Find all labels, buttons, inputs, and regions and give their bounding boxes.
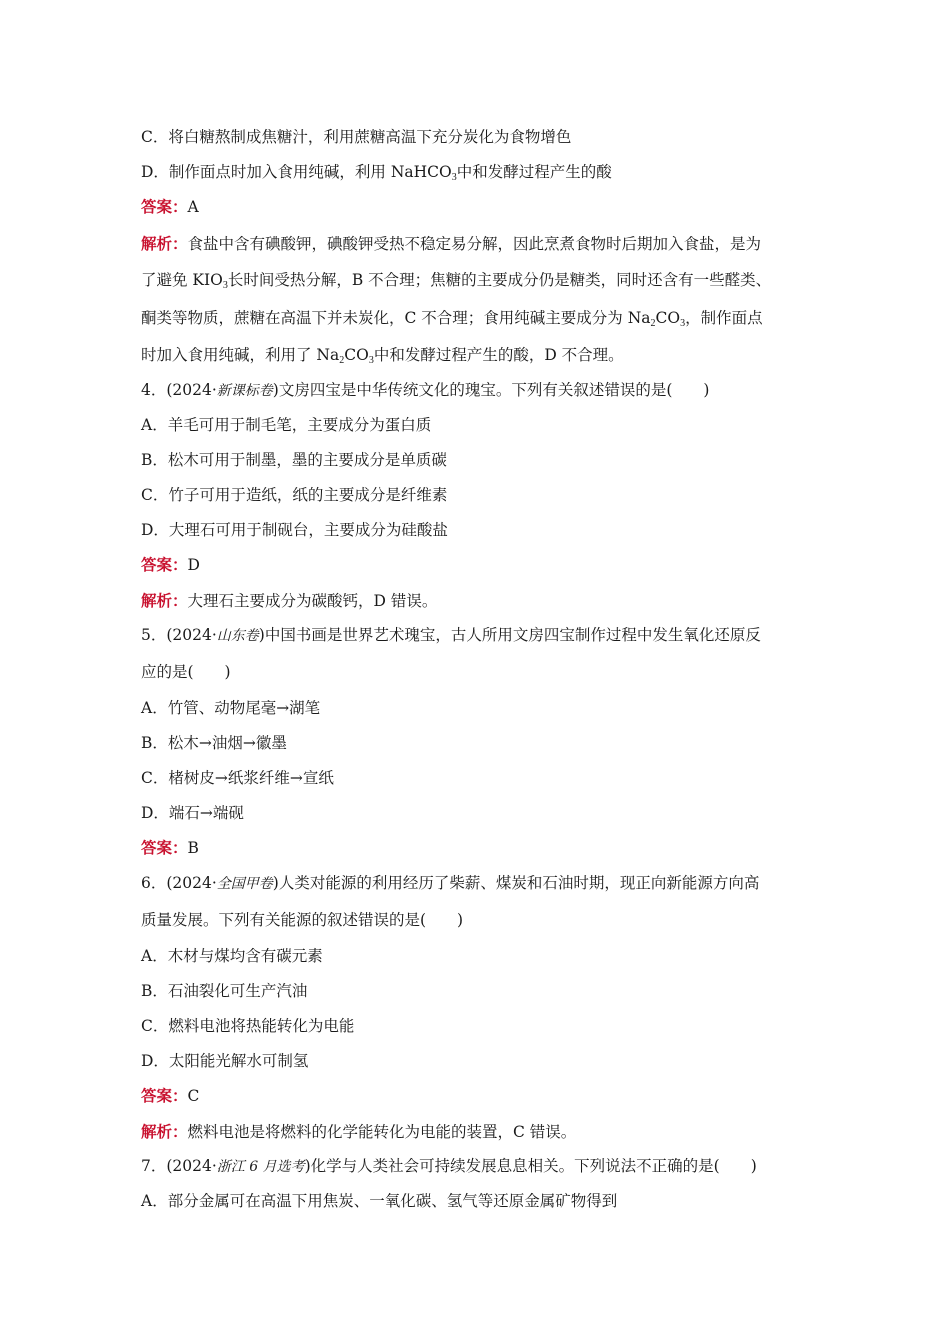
q6-option-c: C．燃料电池将热能转化为电能 [141, 1017, 355, 1035]
q6-explanation: 解析：燃料电池是将燃料的化学能转化为电能的装置，C 错误。 [141, 1122, 577, 1141]
explanation-label: 解析： [141, 234, 188, 253]
q4-explanation: 解析：大理石主要成分为碳酸钙，D 错误。 [141, 591, 438, 610]
question-source: 浙江 6 月选考 [216, 1159, 305, 1175]
q3-explanation-line-1: 解析：食盐中含有碘酸钾，碘酸钾受热不稳定易分解，因此烹煮食物时后期加入食盐，是为 [141, 234, 762, 253]
answer-label: 答案： [141, 1086, 188, 1105]
q5-stem-line-1: 5．(2024·山东卷)中国书画是世界艺术瑰宝，古人所用文房四宝制作过程中发生氧化还原反 [141, 626, 761, 644]
q3-option-c: C．将白糖熬制成焦糖汁，利用蔗糖高温下充分炭化为食物增色 [141, 128, 572, 146]
q6-option-a: A．木材与煤均含有碳元素 [141, 947, 323, 965]
q3-explanation-line-3: 酮类等物质，蔗糖在高温下并未炭化，C 不合理；食用纯碱主要成分为 $Na_2CO_3$，制作面点 [141, 309, 763, 329]
answer-label: 答案： [141, 838, 188, 857]
q4-option-a: A．羊毛可用于制毛笔，主要成分为蛋白质 [141, 416, 432, 434]
q5-answer: 答案：B [141, 838, 199, 857]
q5-option-b: B．松木→油烟→徽墨 [141, 734, 287, 752]
q6-option-b: B．石油裂化可生产汽油 [141, 982, 308, 1000]
q5-option-c: C．楮树皮→纸浆纤维→宣纸 [141, 769, 334, 787]
explanation-label: 解析： [141, 591, 188, 610]
q6-stem-line-1: 6．(2024·全国甲卷)人类对能源的利用经历了柴薪、煤炭和石油时期，现正向新能源方向高 [141, 874, 760, 892]
answer-label: 答案： [141, 555, 188, 574]
q4-option-d: D．大理石可用于制砚台，主要成分为硅酸盐 [141, 521, 448, 539]
q3-explanation-line-4: 时加入食用纯碱，利用了 $Na_2CO_3$中和发酵过程产生的酸，D 不合理。 [141, 346, 624, 366]
q5-option-d: D．端石→端砚 [141, 804, 244, 822]
q3-answer: 答案：A [141, 197, 199, 216]
q4-answer: 答案：D [141, 555, 200, 574]
q5-stem-line-2: 应的是( ) [141, 663, 231, 681]
answer-label: 答案： [141, 197, 188, 216]
q4-stem: 4．(2024·新课标卷)文房四宝是中华传统文化的瑰宝。下列有关叙述错误的是( ) [141, 381, 710, 399]
q6-answer: 答案：C [141, 1086, 200, 1105]
q3-option-d: D．制作面点时加入食用纯碱，利用 NaHCO$_3$中和发酵过程产生的酸 [141, 163, 612, 183]
q3-explanation-line-2: 了避免 $KIO_3$长时间受热分解，B 不合理；焦糖的主要成分仍是糖类，同时还含有一些醛类、 [141, 271, 772, 291]
q4-option-c: C．竹子可用于造纸，纸的主要成分是纤维素 [141, 486, 448, 504]
q6-option-d: D．太阳能光解水可制氢 [141, 1052, 309, 1070]
q6-stem-line-2: 质量发展。下列有关能源的叙述错误的是( ) [141, 911, 464, 929]
q5-option-a: A．竹管、动物尾毫→湖笔 [141, 699, 321, 717]
question-source: 山东卷 [216, 628, 259, 644]
explanation-label: 解析： [141, 1122, 188, 1141]
question-source: 全国甲卷 [216, 876, 273, 892]
q7-option-a: A．部分金属可在高温下用焦炭、一氧化碳、氢气等还原金属矿物得到 [141, 1192, 618, 1210]
question-source: 新课标卷 [216, 383, 273, 399]
q4-option-b: B．松木可用于制墨，墨的主要成分是单质碳 [141, 451, 447, 469]
q7-stem: 7．(2024·浙江 6 月选考)化学与人类社会可持续发展息息相关。下列说法不正确的是( ) [141, 1157, 757, 1175]
